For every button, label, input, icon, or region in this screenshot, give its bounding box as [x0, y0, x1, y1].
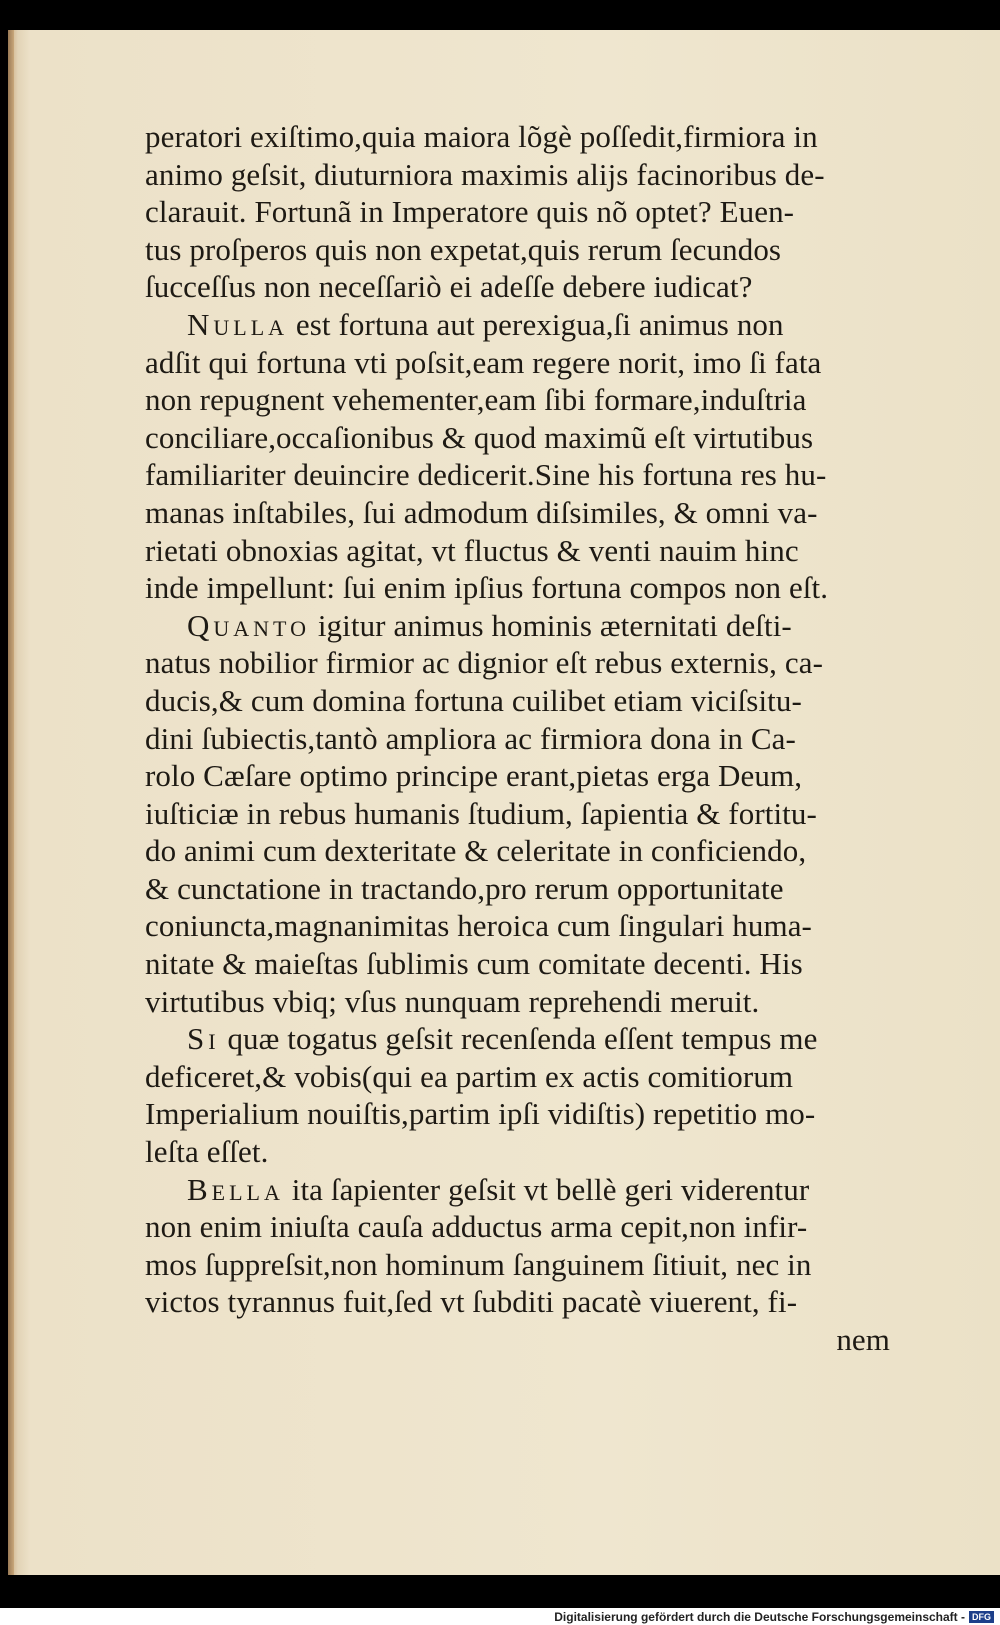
- catchword: nem: [836, 1322, 890, 1357]
- text-line: Imperialium nouiſtis,partim ipſi vidiſtis) repetitio mo-: [145, 1096, 816, 1132]
- text-line: igitur animus hominis æternitati deſti-: [317, 607, 792, 643]
- text-line: clarauit. Fortunã in Imperatore quis nõ optet? Euen-: [145, 194, 795, 230]
- text-line: rietati obnoxias agitat, vt fluctus & venti nauim hinc: [145, 532, 799, 568]
- page-spine-edge: [8, 30, 14, 1575]
- footer-credit: Digitalisierung gefördert durch die Deutsche Forschungsgemeinschaft -: [554, 1609, 965, 1624]
- text-line: ſucceſſus non neceſſariò ei adeſſe debere iudicat?: [145, 269, 753, 305]
- text-line: manas inſtabiles, ſui admodum diſsimiles, & omni va-: [145, 494, 818, 530]
- text-line: animo geſsit, diuturniora maximis alijs facinoribus de-: [145, 156, 825, 192]
- text-line: familiariter deuincire dedicerit.Sine his fortuna res hu-: [145, 457, 827, 493]
- text-line: do animi cum dexteritate & celeritate in conficiendo,: [145, 833, 807, 869]
- text-line: virtutibus vbiq; vſus nunquam reprehendi meruit.: [145, 983, 760, 1019]
- paragraph-start: [145, 607, 890, 645]
- text-line: leſta eſſet.: [145, 1134, 269, 1170]
- text-line: nitate & maieſtas ſublimis cum comitate decenti. His: [145, 946, 803, 982]
- text-line: coniuncta,magnanimitas heroica cum ſingulari huma-: [145, 908, 812, 944]
- text-line: ita ſapienter geſsit vt bellè geri viderentur: [291, 1171, 810, 1207]
- initial-word: Bella: [187, 1171, 284, 1207]
- text-line: quæ togatus geſsit recenſenda eſſent tempus me: [227, 1021, 818, 1057]
- text-line: mos ſuppreſsit,non hominum ſanguinem ſitiuit, nec in: [145, 1246, 812, 1282]
- text-line: tus proſperos quis non expetat,quis rerum ſecundos: [145, 231, 782, 267]
- text-line: iuſticiæ in rebus humanis ſtudium, ſapientia & fortitu-: [145, 795, 817, 831]
- text-line: dini ſubiectis,tantò ampliora ac firmiora dona in Ca-: [145, 720, 796, 756]
- text-line: non enim iniuſta cauſa adductus arma cepit,non infir-: [145, 1209, 808, 1245]
- body-text: [145, 118, 890, 1359]
- text-line: peratori exiſtimo,quia maiora lõgè poſſedit,firmiora in: [145, 119, 818, 154]
- text-line: adſit qui fortuna vti poſsit,eam regere norit, imo ſi fata: [145, 344, 822, 380]
- digitization-footer: [0, 1608, 1000, 1625]
- text-line: deficeret,& vobis(qui ea partim ex actis comitiorum: [145, 1058, 794, 1094]
- paragraph-start: [145, 1171, 890, 1209]
- text-line: ducis,& cum domina fortuna cuilibet etiam viciſsitu-: [145, 682, 802, 718]
- text-line: est fortuna aut perexigua,ſi animus non: [295, 306, 784, 342]
- text-line: non repugnent vehementer,eam ſibi formare,induſtria: [145, 382, 807, 418]
- initial-word: Si: [187, 1021, 220, 1057]
- text-line: rolo Cæſare optimo principe erant,pietas erga Deum,: [145, 758, 803, 794]
- text-line: & cunctatione in tractando,pro rerum opportunitate: [145, 870, 784, 906]
- initial-word: Quanto: [187, 607, 310, 643]
- text-line: conciliare,occaſionibus & quod maximũ eſt virtutibus: [145, 419, 814, 455]
- scan-top-border: [0, 0, 1000, 30]
- initial-word: Nulla: [187, 306, 289, 342]
- dfg-logo-icon: DFG: [969, 1611, 994, 1623]
- text-line: victos tyrannus fuit,ſed vt ſubditi pacatè viuerent, fi-: [145, 1284, 798, 1320]
- text-line: inde impellunt: ſui enim ipſius fortuna compos non eſt.: [145, 570, 829, 606]
- paragraph-start: [145, 1020, 890, 1058]
- text-line: natus nobilior firmior ac dignior eſt rebus externis, ca-: [145, 645, 824, 681]
- paragraph-start: [145, 306, 890, 344]
